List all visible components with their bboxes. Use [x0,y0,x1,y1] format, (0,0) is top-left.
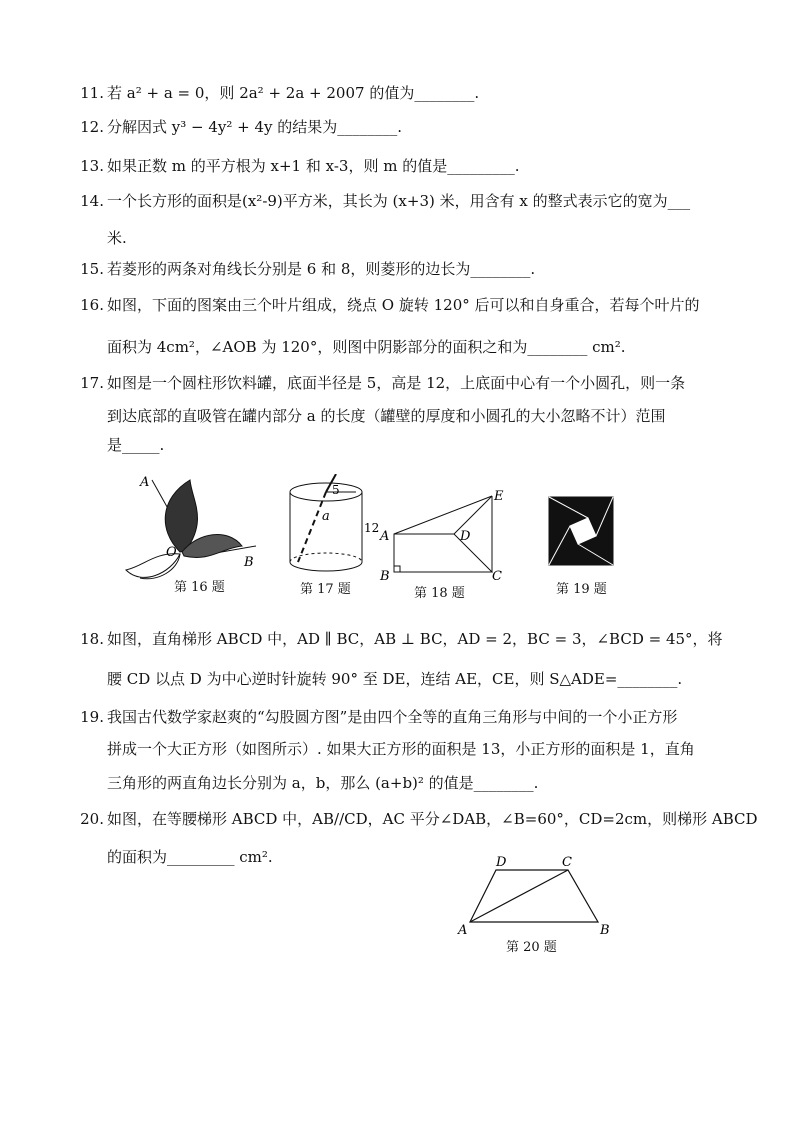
label-a: a [322,509,330,524]
figure-17-caption: 第 17 题 [300,582,351,597]
question-text: 如图，直角梯形 ABCD 中，AD ∥ BC，AB ⊥ BC，AD = 2，BC = 3，∠BCD = 45°，将 [107,630,723,648]
question-text: 如图是一个圆柱形饮料罐，底面半径是 5，高是 12，上底面中心有一个小圆孔，则一条 [107,374,686,392]
question-number: 14. [80,192,104,210]
label-o: O [166,545,177,560]
question-text: 米. [107,229,127,247]
question-number: 16. [80,296,104,314]
label-b: B [380,569,390,582]
trapezoid-abcd [394,534,492,572]
question-number: 11. [80,84,104,102]
question-number: 19. [80,708,104,726]
question-text: 一个长方形的面积是(x²-9)平方米，其长为 (x+3) 米，用含有 x 的整式表示它的宽为___ [107,192,691,210]
label-height: 12 [364,521,380,535]
label-c: C [492,569,502,582]
question-text: 若菱形的两条对角线长分别是 6 和 8，则菱形的边长为________. [107,260,536,278]
label-e: E [494,489,504,504]
diagonal-ac [470,870,568,922]
question-text: 若 a² + a = 0，则 2a² + 2a + 2007 的值为________. [107,84,480,102]
question-text: 分解因式 y³ − 4y² + 4y 的结果为________. [107,118,403,136]
question-text: 如图，下面的图案由三个叶片组成，绕点 O 旋转 120° 后可以和自身重合，若每个叶片的 [107,296,700,314]
figure-16-caption: 第 16 题 [174,580,225,595]
leaf-upper [165,480,197,552]
label-a: A [458,923,468,938]
label-b: B [600,923,610,938]
label-a: A [380,529,390,544]
figure-20-caption: 第 20 题 [506,940,557,955]
label-d: D [496,855,507,870]
question-number: 12. [80,118,104,136]
question-text: 面积为 4cm²，∠AOB 为 120°，则图中阴影部分的面积之和为________ cm². [107,338,626,356]
straw-inside [298,492,326,562]
question-text: 三角形的两直角边长分别为 a，b，那么 (a+b)² 的值是________. [107,774,539,792]
question-text: 腰 CD 以点 D 为中心逆时针旋转 90° 至 DE，连结 AE，CE，则 S△ADE=________. [107,670,683,688]
trapezoid-abcd [470,870,598,922]
figure-18-caption: 第 18 题 [414,586,465,601]
figure-17 [284,474,384,582]
question-number: 18. [80,630,104,648]
figure-20 [454,852,614,938]
figure-19-caption: 第 19 题 [556,582,607,597]
cylinder-bottom [290,562,362,571]
question-text: 我国古代数学家赵爽的“勾股圆方图”是由四个全等的直角三角形与中间的一个小正方形 [107,708,678,726]
question-number: 20. [80,810,104,828]
figure-18 [376,484,510,582]
label-d: D [460,529,471,544]
question-text: 如图，在等腰梯形 ABCD 中，AB//CD，AC 平分∠DAB，∠B=60°，CD=2cm，则梯形 ABCD [107,810,758,828]
question-text: 是_____. [107,436,165,454]
label-c: C [562,855,572,870]
question-number: 13. [80,157,104,175]
label-radius: 5 [332,483,340,497]
figure-19 [548,496,614,566]
label-a: A [140,475,150,490]
segment-ae [394,496,492,534]
question-text: 拼成一个大正方形（如图所示）. 如果大正方形的面积是 13，小正方形的面积是 1，直角 [107,740,695,758]
question-text: 的面积为_________ cm². [107,848,273,866]
question-text: 如果正数 m 的平方根为 x+1 和 x-3，则 m 的值是_________. [107,157,520,175]
question-number: 15. [80,260,104,278]
question-number: 17. [80,374,104,392]
question-text: 到达底部的直吸管在罐内部分 a 的长度（罐壁的厚度和小圆孔的大小忽略不计）范围 [107,407,666,425]
label-b: B [244,555,254,570]
